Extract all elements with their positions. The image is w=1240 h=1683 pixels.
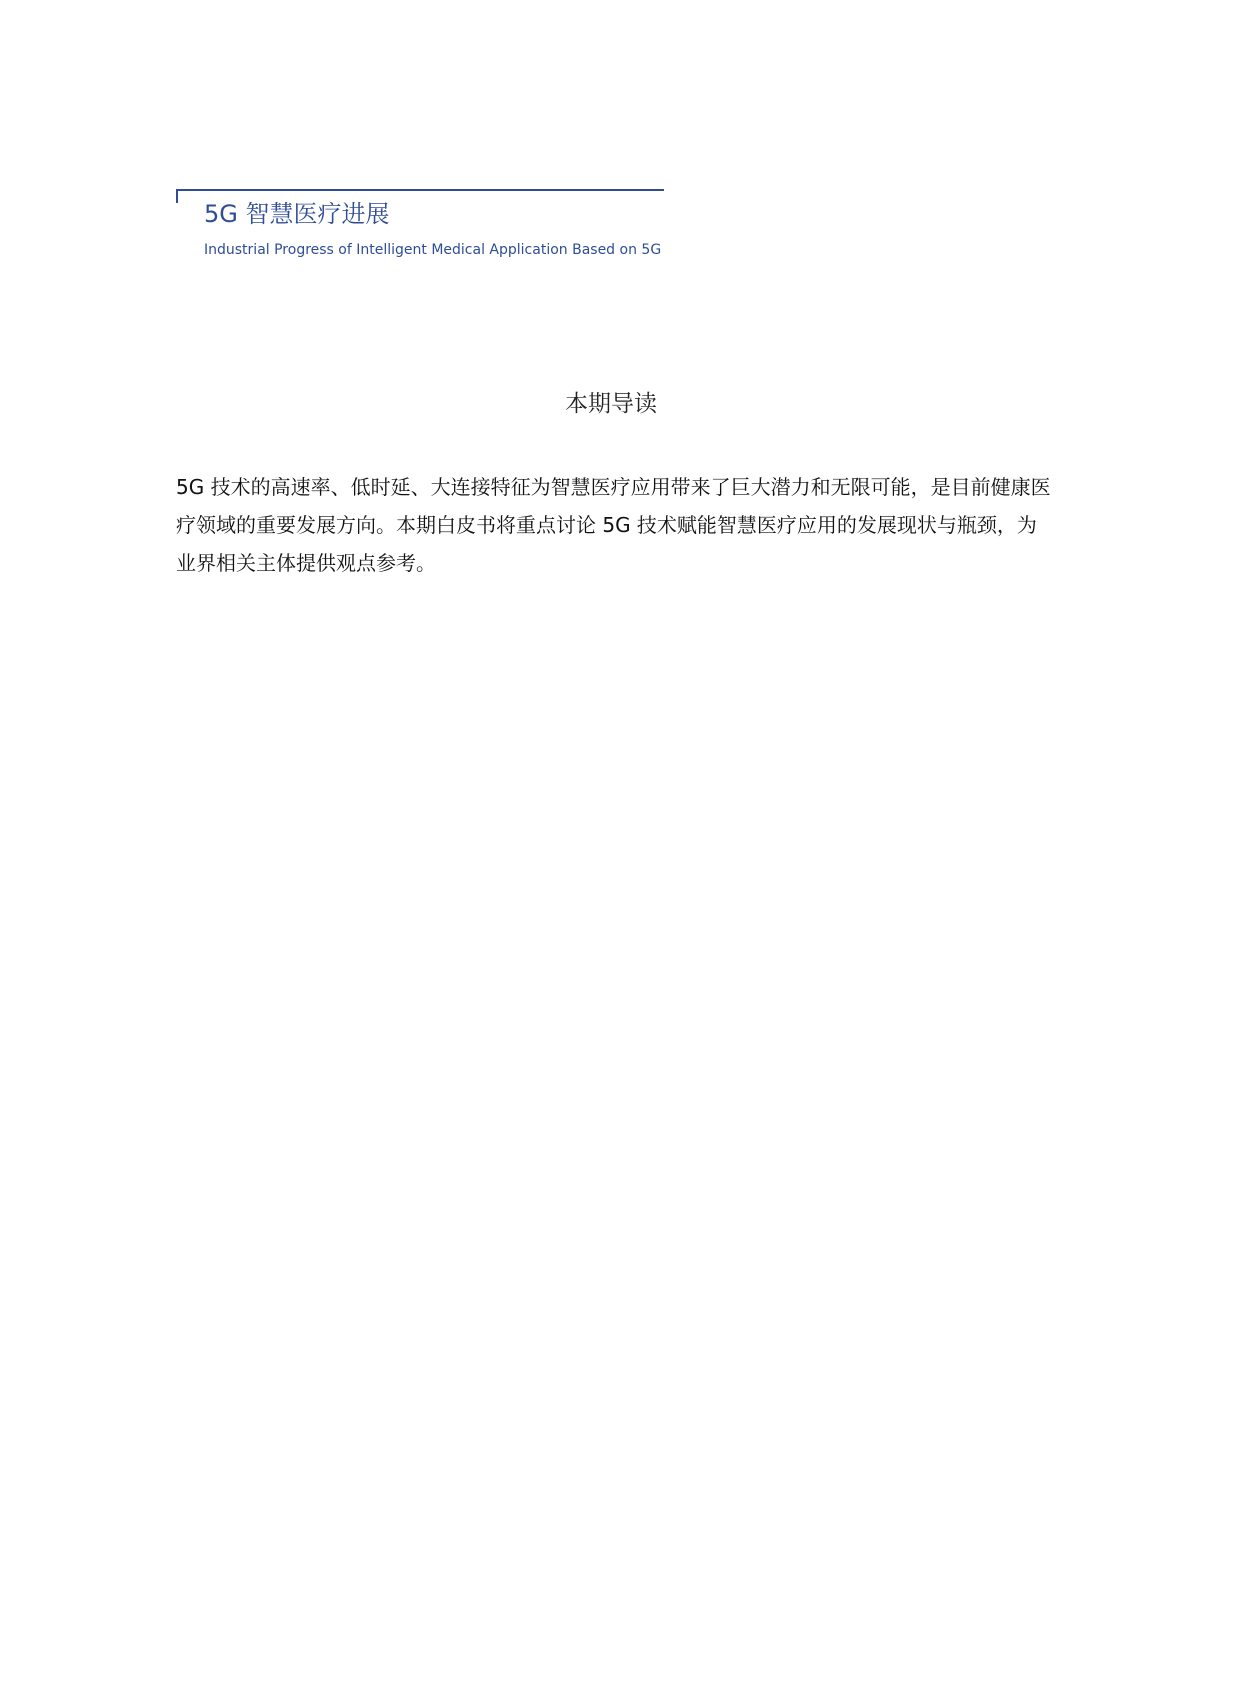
intro-paragraph: 5G 技术的高速率、低时延、大连接特征为智慧医疗应用带来了巨大潜力和无限可能，是目前健康医疗领域的重要发展方向。本期白皮书将重点讨论 5G 技术赋能智慧医疗应用的发展现状与瓶颈，为业界相关主体提供观点参考。 [176, 475, 1051, 575]
report-header [176, 189, 664, 279]
header-top-rule [176, 189, 664, 191]
header-corner-mark [176, 189, 178, 203]
report-title: 5G 智慧医疗进展 [204, 200, 390, 228]
report-subtitle: Industrial Progress of Intelligent Medical Application Based on 5G [204, 242, 662, 258]
intro-heading: 本期导读 [565, 391, 657, 417]
